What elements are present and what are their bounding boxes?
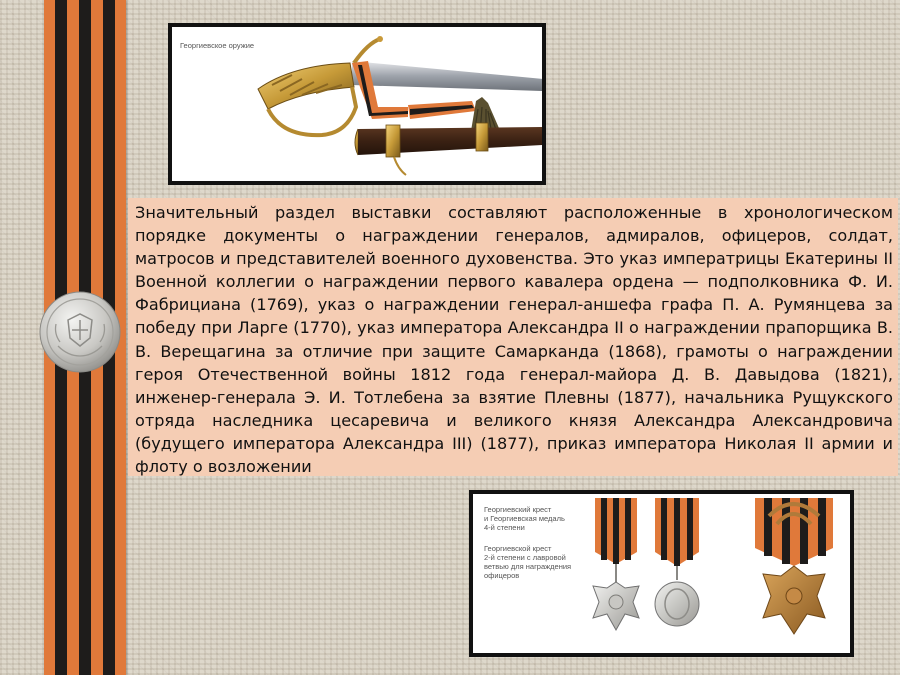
awards-photo <box>469 490 854 657</box>
awards-caption-2: Георгиевской крест 2-й степени с лавровой ветвью для награждения офицеров <box>484 544 572 580</box>
awards-caption-1: Георгиевский крест и Георгиевская медаль 4-й степени <box>484 505 565 532</box>
silver-medal-icon <box>38 290 122 374</box>
saber-with-ribbon-icon <box>172 27 542 181</box>
sword-photo-caption: Георгиевское оружие <box>180 41 255 50</box>
st-george-crosses-icon <box>473 494 850 653</box>
sword-photo <box>168 23 546 185</box>
main-text: Значительный раздел выставки составляют расположенные в хронологическом порядке документы о награждении генералов, адмиралов, офицеров, солдат, матросов и представителей военного духовенства. Это указ императрицы Екатерины II Военной коллегии о награждении первого кавалера ордена — подполковника Ф. И. Фабрициана (1769), указ о награждении генерал-аншефа графа П. А. Румянцева за победу при Ларге (1770), указ императора Александра II о награждении прапорщика В. В. Верещагина за отличие при защите Самарканда (1868), грамоты о награждении героя Отечественной войны 1812 года генерал-майора Д. В. Давыдова (1821), инженер-генерала Э. И. Тотлебена за взятие Плевны (1877), начальника Рущукского отряда наследника цесаревича и великого князя Александра Александровича (будущего императора Александра III) (1877), приказ императора Николая II армии и флоту о возложении <box>135 203 893 477</box>
main-text-panel <box>128 198 898 476</box>
